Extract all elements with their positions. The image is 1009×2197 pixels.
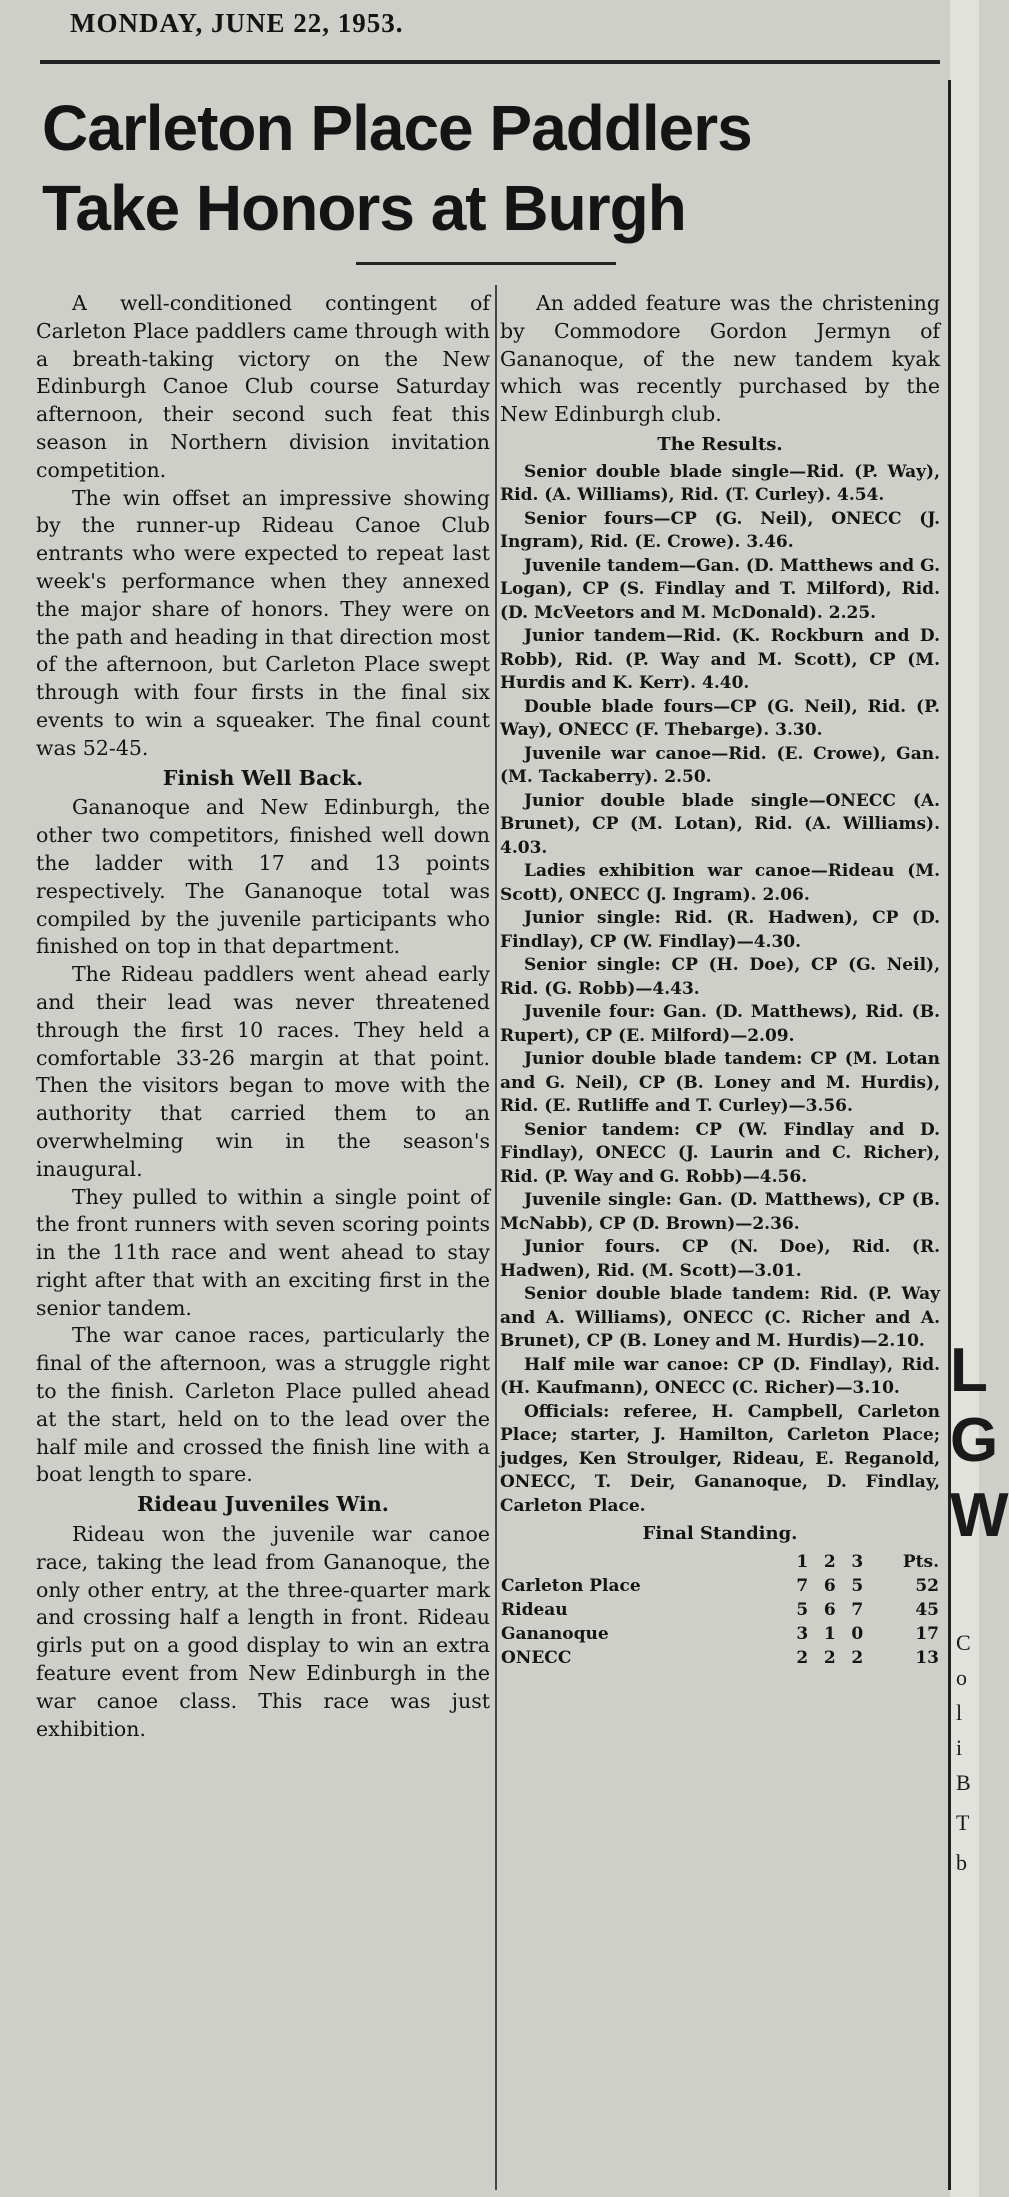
standing-table [500,1550,940,1670]
standing-thirds: 7 [851,1600,864,1621]
standing-row [500,1598,940,1622]
result-item: Ladies exhibition war canoe—Rideau (M. Scott), ONECC (J. Ingram). 2.06. [500,861,940,905]
standing-team: Carleton Place [501,1576,641,1597]
result-item: Senior tandem: CP (W. Findlay and D. Findlay), ONECC (J. Laurin and C. Richer), Rid. (P. Way and G. Robb)—4.56. [500,1119,940,1187]
result-item: Junior fours. CP (N. Doe), Rid. (R. Hadwen), Rid. (M. Scott)—3.01. [500,1237,940,1281]
standing-col-points: Pts. [902,1552,939,1573]
standing-col-team [500,1550,782,1574]
edge-small-3: l [956,1700,963,1725]
result-item: Senior double blade tandem: Rid. (P. Way and A. Williams), ONECC (C. Richer and A. Brunet), CP (B. Loney and M. Hurdis)—2.10. [500,1284,940,1352]
standing-firsts: 3 [796,1624,809,1645]
article-column-1 [36,290,490,1743]
standing-team: Gananoque [501,1624,609,1645]
result-item: Senior fours—CP (G. Neil), ONECC (J. Ingram), Rid. (E. Crowe). 3.46. [500,508,940,553]
standing-header-row [500,1550,940,1574]
result-item: Senior double blade single—Rid. (P. Way), Rid. (A. Williams), Rid. (T. Curley). 4.54. [500,461,940,506]
results-list [500,461,940,1519]
paragraph-3: Gananoque and New Edinburgh, the other two competitors, finished well down the ladder with 17 and 13 points respectively. The Gananoque total was compiled by the juvenile participants who finished on top in that department. [36,795,490,959]
result-item: Juvenile tandem—Gan. (D. Matthews and G. Logan), CP (S. Findlay and T. Milford), Rid. (D. McVeetors and M. McDonald). 2.25. [500,555,940,623]
result-item: Juvenile war canoe—Rid. (E. Crowe), Gan. (M. Tackaberry). 2.50. [500,743,940,788]
subhead-finish-well-back: Finish Well Back. [162,765,364,790]
result-item: Double blade fours—CP (G. Neil), Rid. (P. Way), ONECC (F. Thebarge). 3.30. [500,696,940,741]
edge-small-1: C [956,1630,971,1655]
paragraph-7: Rideau won the juvenile war canoe race, taking the lead from Gananoque, the only other entry, at the three-quarter mark and crossing half a length in front. Rideau girls put on a good display to win an extra feature event from New Edinburgh in the war canoe class. This race was just exhibition. [36,1522,490,1741]
edge-small-5: B [956,1770,971,1795]
edge-small-2: o [956,1665,967,1690]
paragraph-6: The war canoe races, particularly the final of the afternoon, was a struggle right to the finish. Carleton Place pulled ahead at the start, held on to the lead over the half mile and crossed the finish line with a boat length to spare. [36,1323,490,1487]
edge-small-7: b [956,1850,967,1875]
paragraph-5: They pulled to within a single point of the front runners with seven scoring points in the 11th race and went ahead to stay right after that with an exciting first in the senior tandem. [36,1184,490,1320]
standing-body [500,1574,940,1670]
result-item: Juvenile four: Gan. (D. Matthews), Rid. (B. Rupert), CP (E. Milford)—2.09. [500,1002,940,1046]
result-item: Juvenile single: Gan. (D. Matthews), CP (B. McNabb), CP (D. Brown)—2.36. [500,1190,940,1234]
edge-letter-1: L [950,1336,988,1405]
standing-row [500,1574,940,1598]
edge-rule [948,80,951,2190]
standing-points: 45 [915,1600,939,1621]
standing-col-first: 1 [796,1552,809,1573]
standing-thirds: 0 [851,1624,864,1645]
paragraph-4: The Rideau paddlers went ahead early and their lead was never threatened through the first 10 races. They held a comfortable 33-26 margin at that point. Then the visitors began to move with the authority that carried them to an overwhelming win in the season's inaugural. [36,962,490,1181]
result-item: Officials: referee, H. Campbell, Carleton Place; starter, J. Hamilton, Carleton Place; judges, Ken Stroulger, Rideau, E. Reganold, ONECC, T. Deir, Gananoque, D. Findlay, Carleton Place. [500,1401,940,1516]
standing-points: 52 [915,1576,939,1597]
standing-firsts: 2 [796,1648,809,1669]
subhead-rideau-juveniles-win: Rideau Juveniles Win. [137,1492,389,1517]
headline-line-2: Take Honors at Burgh [42,172,686,244]
standing-firsts: 5 [796,1600,809,1621]
paragraph-1: A well-conditioned contingent of Carleton Place paddlers came through with a breath-taking victory on the New Edinburgh Canoe Club course Saturday afternoon, their second such feat this season in Northern division invitation competition. [36,291,490,482]
standing-heading: Final Standing. [642,1523,798,1545]
edge-small-6: T [956,1810,970,1835]
standing-points: 17 [915,1624,939,1645]
result-item: Junior single: Rid. (R. Hadwen), CP (D. Findlay), CP (W. Findlay)—4.30. [500,908,940,952]
headline-line-1: Carleton Place Paddlers [42,92,752,164]
standing-seconds: 6 [823,1576,836,1597]
result-item: Junior tandem—Rid. (K. Rockburn and D. Robb), Rid. (P. Way and M. Scott), CP (M. Hurdis and K. Kerr). 4.40. [500,626,940,694]
standing-seconds: 2 [823,1648,836,1669]
column-rule [495,285,497,2190]
standing-thirds: 5 [851,1576,864,1597]
results-heading: The Results. [657,433,783,455]
standing-thirds: 2 [851,1648,864,1669]
standing-row [500,1622,940,1646]
dateline: MONDAY, JUNE 22, 1953. [70,8,404,38]
edge-letter-3: W [950,1481,1009,1550]
standing-row [500,1646,940,1670]
standing-team: Rideau [501,1600,568,1621]
standing-firsts: 7 [796,1576,809,1597]
article-column-2 [500,290,940,1670]
paragraph-8: An added feature was the christening by Commodore Gordon Jermyn of Gananoque, of the new tandem kyak which was recently purchased by the New Edinburgh club. [500,291,940,427]
result-item: Junior double blade single—ONECC (A. Brunet), CP (M. Lotan), Rid. (A. Williams). 4.03. [500,790,940,858]
result-item: Half mile war canoe: CP (D. Findlay), Rid. (H. Kaufmann), ONECC (C. Richer)—3.10. [500,1354,940,1399]
result-item: Junior double blade tandem: CP (M. Lotan and G. Neil), CP (B. Loney and M. Hurdis), Rid. (E. Rutliffe and T. Curley)—3.56. [500,1049,940,1117]
standing-col-second: 2 [823,1552,836,1573]
standing-team: ONECC [501,1648,572,1669]
top-rule [40,60,940,64]
standing-col-third: 3 [851,1552,864,1573]
standing-seconds: 1 [823,1624,836,1645]
result-item: Senior single: CP (H. Doe), CP (G. Neil), Rid. (G. Robb)—4.43. [500,955,940,999]
headline [42,88,902,248]
standing-seconds: 6 [823,1600,836,1621]
edge-small-4: i [956,1735,963,1760]
headline-rule [356,262,616,265]
edge-letter-2: G [950,1406,999,1475]
paragraph-2: The win offset an impressive showing by the runner-up Rideau Canoe Club entrants who were expected to repeat last week's performance when they annexed the major share of honors. They were on the path and heading in that direction most of the afternoon, but Carleton Place swept through with four firsts in the final six events to win a squeaker. The final count was 52-45. [36,485,490,760]
standing-points: 13 [915,1648,939,1669]
